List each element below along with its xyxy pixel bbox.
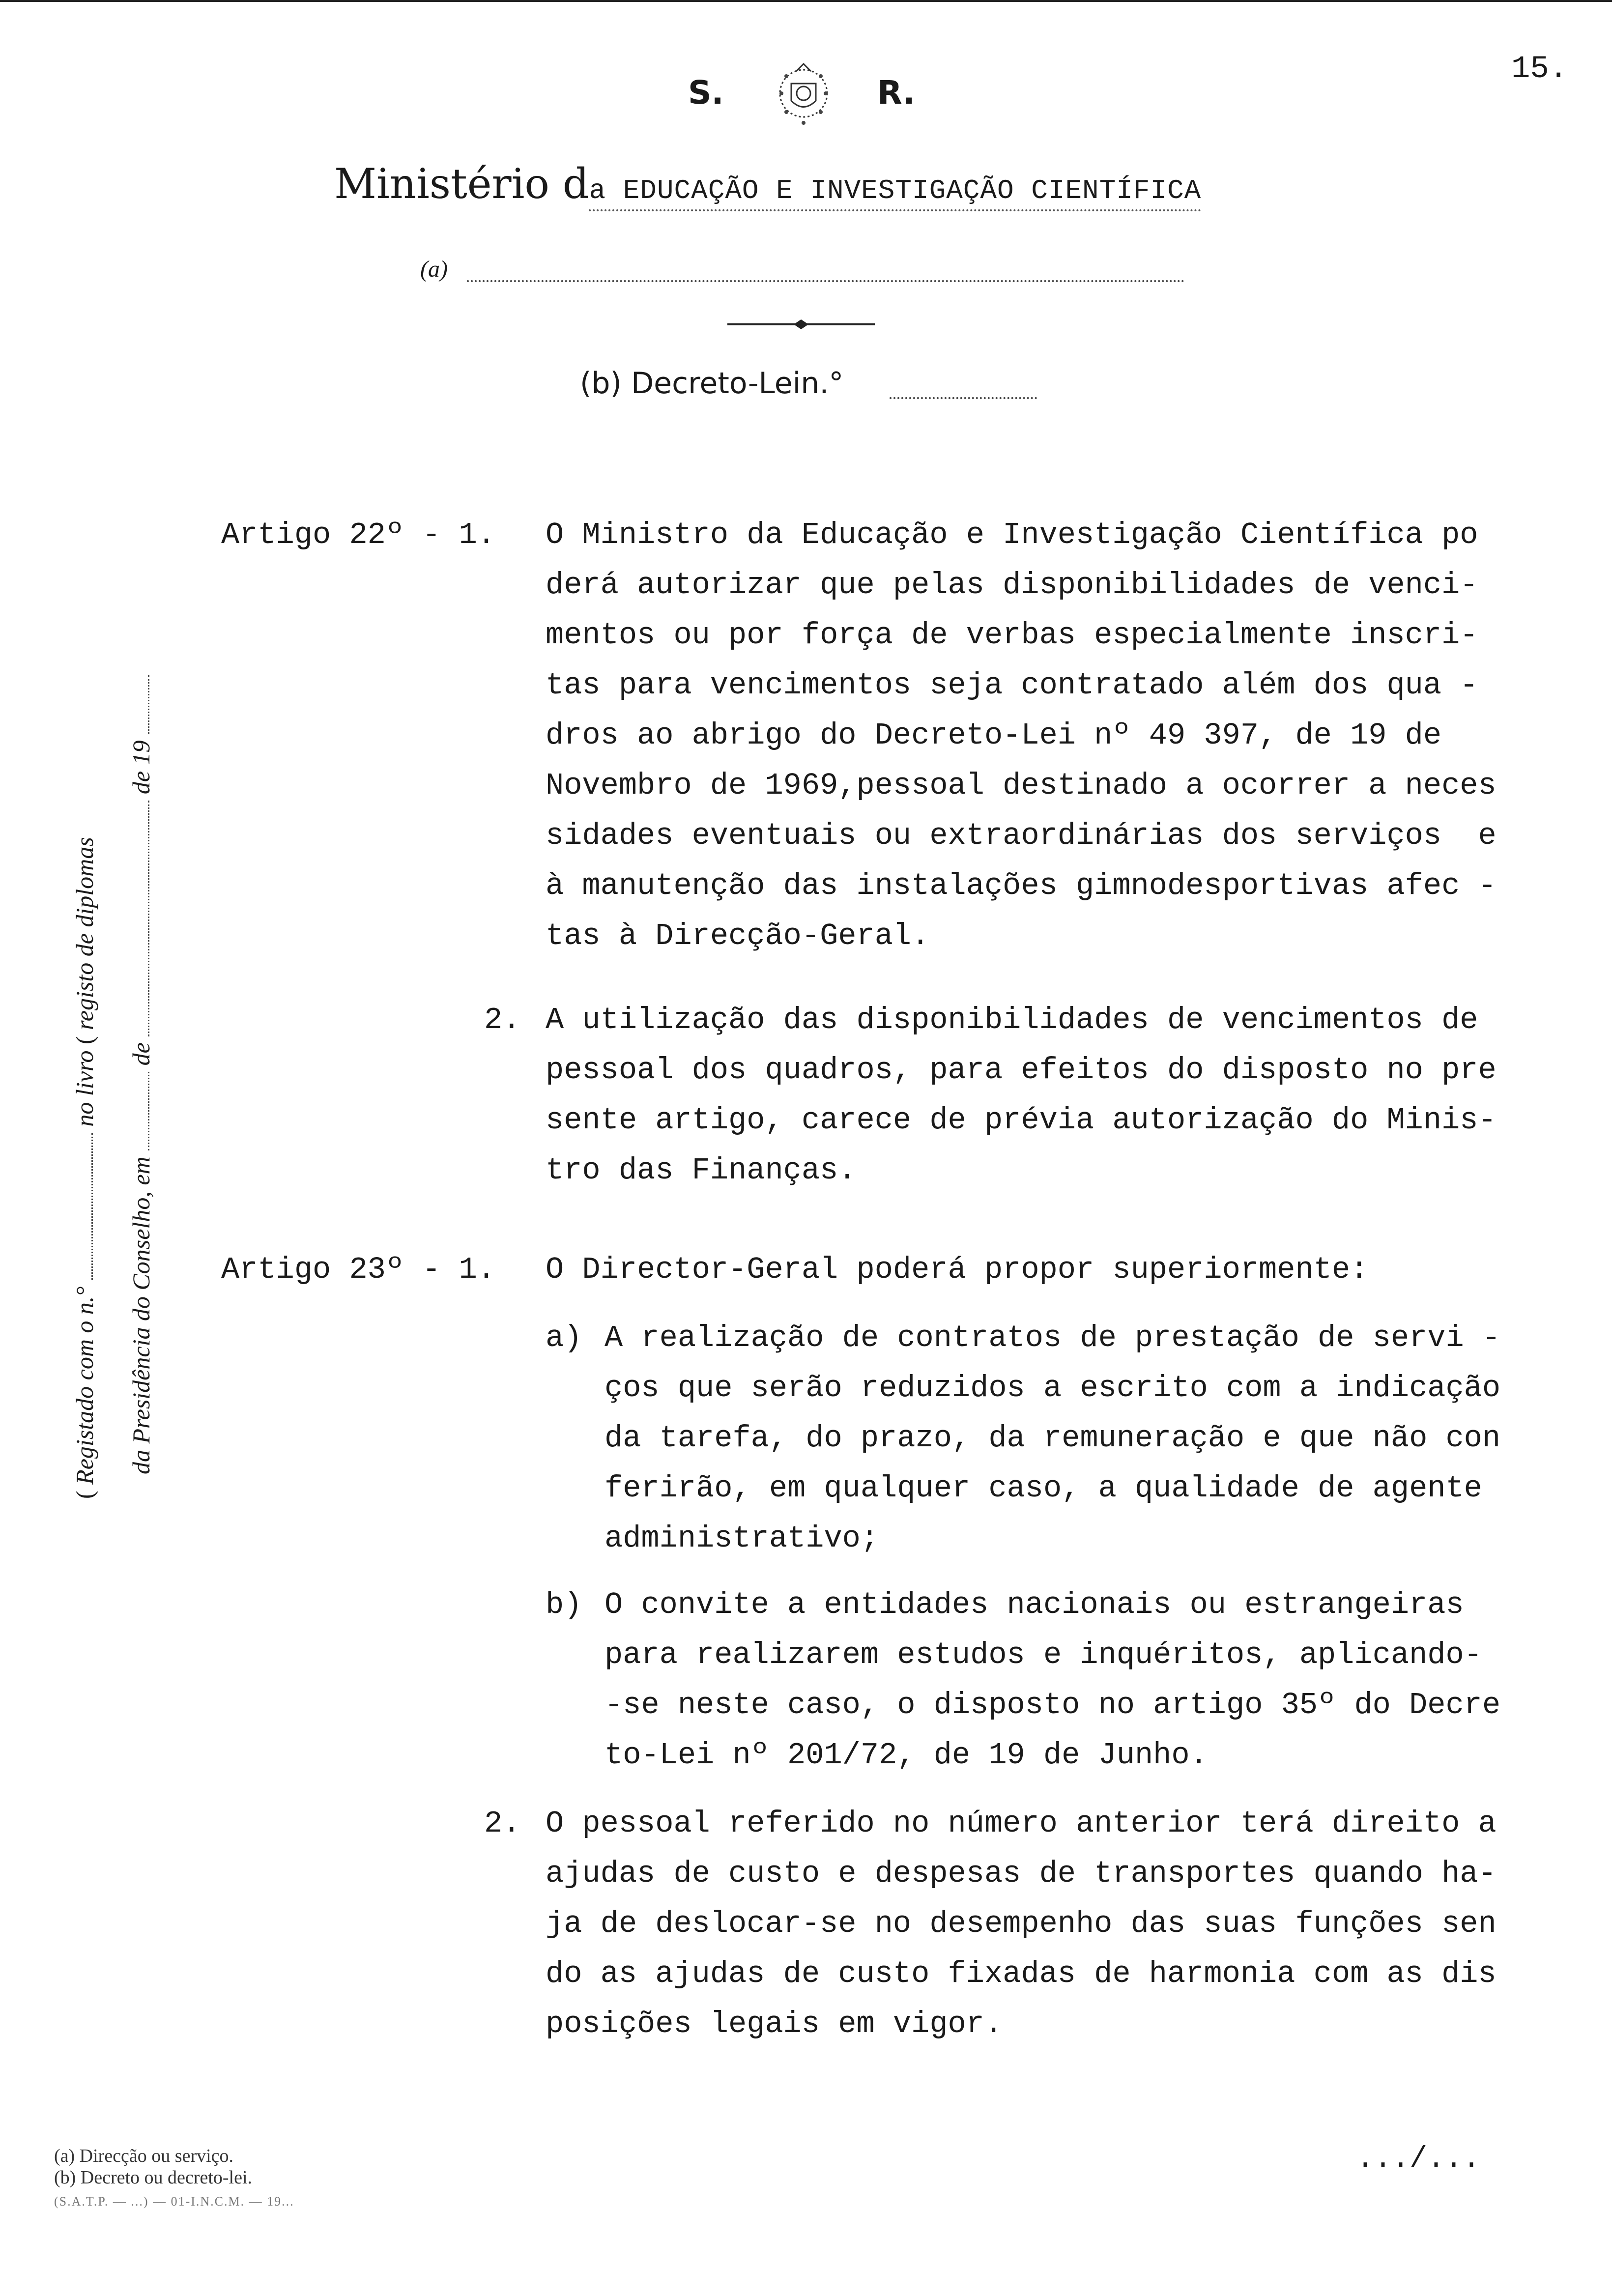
margin-registry-label: registo de diplomas <box>71 837 98 1030</box>
coat-of-arms-icon <box>767 54 840 133</box>
margin-line-1: ( Registado com o n.° no livro ( registo de diplomas <box>71 837 98 1499</box>
registration-margin-note <box>57 555 155 1499</box>
margin-day-blank <box>148 1072 149 1150</box>
footnotes <box>54 2145 252 2188</box>
margin-de-label: de <box>127 1042 155 1066</box>
ministry-prefix: Ministério d <box>334 160 589 208</box>
field-a-blank-line <box>467 280 1184 282</box>
article-23-item-b: O convite a entidades nacionais ou estrangeiras para realizarem estudos e inquéritos, aplicando- -se neste caso, o disposto no artigo 35º do Decre to-Lei nº 201/72, de 19 de Junho. <box>604 1587 1501 1773</box>
decree-label: (b) Decreto-Lein.° <box>580 366 844 401</box>
margin-month-blank <box>148 801 149 1036</box>
article-23-intro: O Director-Geral poderá propor superiormente: <box>546 1252 1369 1287</box>
page-number: 15. <box>1511 52 1568 87</box>
article-22-paragraph-2: A utilização das disponibilidades de vencimentos de pessoal dos quadros, para efeitos do disposto no pre sente artigo, carece de prévia autorização do Minis- tro das Finanças. <box>546 1003 1497 1188</box>
margin-registered-label: Registado com o n.° <box>71 1286 98 1485</box>
article-23-item-a: A realização de contratos de prestação de servi - ços que serão reduzidos a escrito com a indicação da tarefa, do prazo, da remuneração e que não con ferirão, em qualquer caso, a qualidade de agente administrativo; <box>604 1320 1501 1556</box>
article-23-item-2-label: 2. <box>484 1806 521 1841</box>
article-23-label: Artigo 23º - 1. <box>221 1252 496 1287</box>
field-a-marker: (a) <box>420 256 448 282</box>
margin-council-label: da Presidência do Conselho, em <box>127 1156 155 1474</box>
top-border-rule <box>0 0 1612 2</box>
article-22-item-2-label: 2. <box>484 1003 521 1037</box>
continuation-marker: .../... <box>1356 2143 1481 2176</box>
margin-year-label: de 19 <box>127 740 155 795</box>
divider-ornament-icon <box>727 315 875 334</box>
footnote-a: (a) Direcção ou serviço. <box>54 2146 234 2166</box>
emblem-letter-right: R. <box>877 74 916 112</box>
margin-book-label: no livro <box>71 1050 98 1127</box>
decree-number-blank-line <box>890 397 1037 399</box>
margin-line-2 <box>113 555 170 1499</box>
emblem-letter-left: S. <box>688 74 724 112</box>
footnote-b: (b) Decreto ou decreto-lei. <box>54 2167 253 2188</box>
article-23-item-a-label: a) <box>546 1320 582 1355</box>
article-23-paragraph-2: O pessoal referido no número anterior terá direito a ajudas de custo e despesas de transportes quando ha- ja de deslocar-se no desempenho das suas funções sen do as ajudas de custo fixadas de harmonia com as dis posições legais em vigor. <box>546 1806 1497 2041</box>
article-23-item-b-label: b) <box>546 1587 582 1622</box>
ministry-department: a EDUCAÇÃO E INVESTIGAÇÃO CIENTÍFICA <box>589 175 1201 211</box>
margin-number-blank <box>91 1133 93 1280</box>
article-22-paragraph-1: O Ministro da Educação e Investigação Científica po derá autorizar que pelas disponibilidades de venci- mentos ou por força de verbas especialmente inscri- tas para vencimentos seja contratado além dos qua - dros ao abrigo do Decreto-Lei nº 49 397, de 19 de Novembro de 1969,pessoal destinado a ocorrer a neces sidades eventuais ou extraordinárias dos serviços e à manutenção das instalações gimnodesportivas afec - tas à Direcção-Geral. <box>546 517 1497 953</box>
ministry-heading <box>334 160 1201 208</box>
margin-year-blank <box>148 675 149 734</box>
printer-imprint: (S.A.T.P. — ...) — 01-I.N.C.M. — 19... <box>54 2194 294 2209</box>
article-22-label: Artigo 22º - 1. <box>221 517 496 552</box>
